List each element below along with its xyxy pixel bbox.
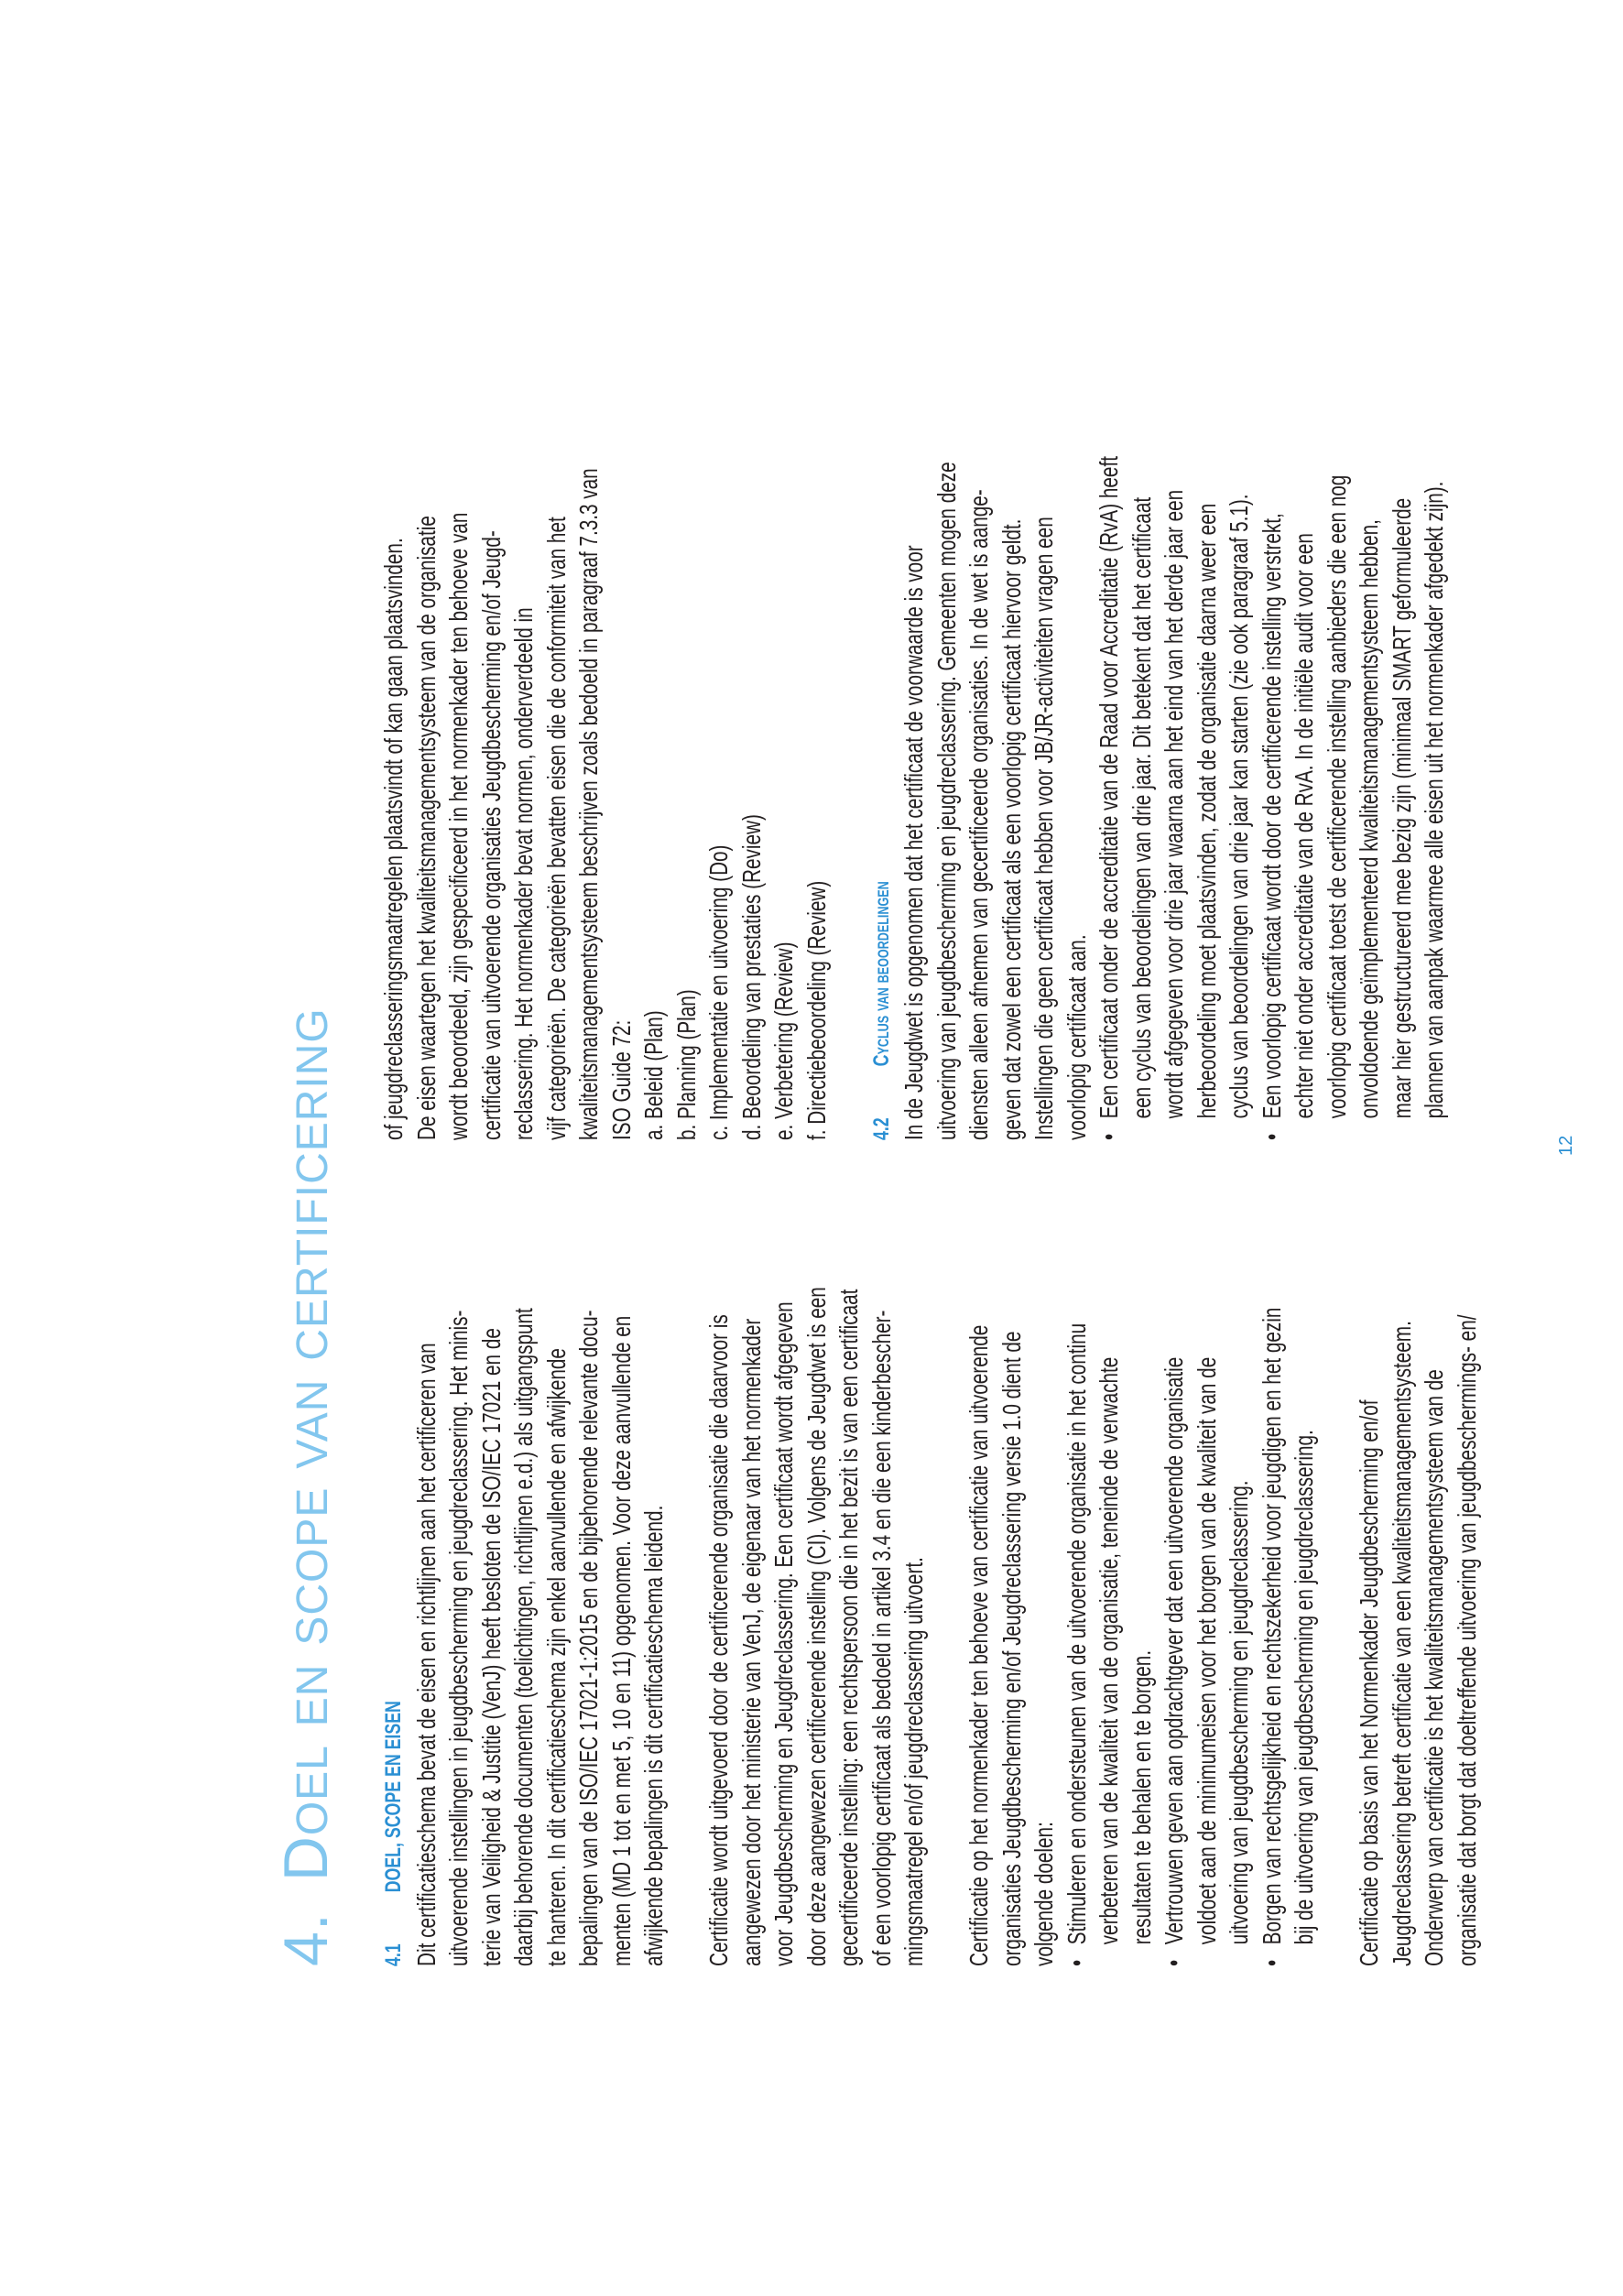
- paragraph-line: gecertificeerde instelling: een rechtspersoon die in het bezit is van een certificaat: [834, 1289, 863, 1966]
- blank-line: [931, 1153, 964, 1966]
- paragraph-line: of jeugdreclasseringsmaatregelen plaatsvindt of kan gaan plaatsvinden.: [379, 538, 408, 1140]
- paragraph-line: aangewezen door het ministerie van VenJ, de eigenaar van het normenkader: [736, 1318, 766, 1966]
- paragraph-line: d. Beoordeling van prestaties (Review): [736, 814, 766, 1140]
- paragraph-line: reclassering. Het normenkader bevat normen, onderverdeeld in: [509, 607, 538, 1140]
- paragraph-line: voor Jeugdbescherming en Jeugdreclassering. Een certificaat wordt afgegeven: [769, 1301, 798, 1966]
- paragraph-line: voorlopig certificaat aan.: [1062, 934, 1091, 1140]
- bullet-item: [1093, 327, 1126, 1140]
- paragraph-line: diensten alleen afnemen van gecertificeerde organisaties. In de wet is aange-: [964, 489, 993, 1140]
- paragraph-line: Jeugdreclassering betreft certificatie van een kwaliteitsmanagementsysteem.: [1387, 1321, 1416, 1966]
- paragraph-line: Certificatie wordt uitgevoerd door de certificerende organisatie die daarvoor is: [704, 1314, 733, 1966]
- paragraph-line: daarbij behorende documenten (toelichtingen, richtlijnen e.d.) als uitgangspunt: [509, 1308, 538, 1966]
- bullet-item-line: verbeteren van de kwaliteit van de organisatie, teneinde de verwachte: [1095, 1356, 1123, 1945]
- section-number: 4.2: [868, 1117, 894, 1140]
- paragraph-line: certificatie van uitvoerende organisaties Jeugdbescherming en/of Jeugd-: [476, 530, 506, 1140]
- bullet-icon: •: [1257, 1133, 1286, 1140]
- bullet-item-line: cyclus van beoordelingen van drie jaar kan starten (zie ook paragraaf 5.1).: [1225, 494, 1253, 1119]
- left-column: [377, 1153, 1483, 1966]
- paragraph-line: kwaliteitsmanagementsysteem beschrijven zoals bedoeld in paragraaf 7.3.3 van: [574, 468, 603, 1140]
- paragraph-line: organisatie dat borgt dat doeltreffende uitvoering van jeugdbeschermings- en/: [1452, 1314, 1481, 1966]
- section-title: Cyclus van beoordelingen: [868, 881, 894, 1067]
- bullet-icon: •: [1257, 1959, 1286, 1966]
- paragraph-line: Certificatie op het normenkader ten behoeve van certificatie van uitvoerende: [964, 1324, 993, 1966]
- paragraph-line: De eisen waartegen het kwaliteitsmanagementsysteem van de organisatie: [411, 516, 441, 1140]
- bullet-item-line: Borgen van rechtsgelijkheid en rechtszekerheid voor jeugdigen en het gezin: [1257, 1307, 1286, 1945]
- chapter-number: 4.: [271, 1912, 341, 1966]
- bullet-item-line: uitvoering van jeugdbescherming en jeugdreclassering.: [1225, 1480, 1253, 1945]
- bullet-icon: •: [1160, 1959, 1188, 1966]
- paragraph-line: organisaties Jeugdbescherming en/of Jeugdreclassering versie 1.0 dient de: [997, 1331, 1026, 1966]
- paragraph-line: ISO Guide 72:: [606, 1019, 636, 1140]
- paragraph-line: of een voorlopig certificaat als bedoeld in artikel 3.4 en die een kinderbescher-: [866, 1310, 896, 1966]
- bullet-item-line: plannen van aanpak waarmee alle eisen uit het normenkader afgedekt zijn).: [1420, 481, 1448, 1119]
- paragraph-line: geven dat zowel een certificaat als een voorlopig certificaat hiervoor geldt.: [997, 518, 1026, 1140]
- blank-line: [670, 1153, 703, 1966]
- paragraph-line: volgende doelen:: [1029, 1822, 1058, 1966]
- paragraph-line: Dit certificatieschema bevat de eisen en richtlijnen aan het certificeren van: [411, 1343, 441, 1966]
- bullet-item-line: bij de uitvoering van jeugdbescherming en jeugdreclassering.: [1290, 1430, 1318, 1945]
- bullet-item: [1256, 1153, 1289, 1966]
- right-column: [377, 327, 1451, 1140]
- paragraph-line: terie van Veiligheid & Justitie (VenJ) heeft besloten de ISO/IEC 17021 en de: [476, 1328, 506, 1966]
- section-heading: [866, 327, 899, 1140]
- paragraph-line: e. Verbetering (Review): [769, 941, 798, 1140]
- bullet-item-line: voorlopig certificaat toetst de certificerende instelling aanbieders die een nog: [1322, 474, 1351, 1119]
- bullet-item-line: herbeoordeling moet plaatsvinden, zodat de organisatie daarna weer een: [1192, 503, 1221, 1119]
- paragraph-line: f. Directiebeoordeling (Review): [801, 880, 831, 1140]
- section-title: DOEL, SCOPE EN EISEN: [381, 1701, 406, 1893]
- blank-line: [833, 327, 866, 1140]
- bullet-item-line: wordt afgegeven voor drie jaar waarna aan het eind van het derde jaar een: [1160, 489, 1188, 1119]
- bullet-item: [1256, 327, 1289, 1140]
- paragraph-line: menten (MD 1 tot en met 5, 10 en 11) opgenomen. Voor deze aanvullende en: [606, 1315, 636, 1966]
- bullet-item-line: Stimuleren en ondersteunen van de uitvoerende organisatie in het continu: [1062, 1322, 1091, 1945]
- paragraph-line: a. Beleid (Plan): [639, 1010, 668, 1140]
- bullet-item: [1061, 1153, 1094, 1966]
- paragraph-line: Instellingen die geen certificaat hebben voor JB/JR-activiteiten vragen een: [1029, 517, 1058, 1140]
- paragraph-line: door deze aangewezen certificerende instelling (CI). Volgens de Jeugdwet is een: [801, 1287, 831, 1966]
- paragraph-line: bepalingen van de ISO/IEC 17021-1:2015 en de bijbehorende relevante docu-: [574, 1310, 603, 1966]
- paragraph-line: uitvoering van jeugdbescherming en jeugdreclassering. Gemeenten mogen deze: [931, 462, 961, 1140]
- section-number: 4.1: [381, 1943, 406, 1966]
- paragraph-line: Certificatie op basis van het Normenkader Jeugdbescherming en/of: [1355, 1399, 1383, 1966]
- bullet-item-line: Een voorlopig certificaat wordt door de certificerende instelling verstrekt,: [1257, 513, 1286, 1119]
- bullet-item-line: resultaten te behalen en te borgen.: [1127, 1649, 1156, 1945]
- bullet-item-line: Een certificaat onder de accreditatie van de Raad voor Accreditatie (RvA) heeft: [1095, 456, 1123, 1119]
- paragraph-line: te hanteren. In dit certificatieschema zijn enkel aanvullende en afwijkende: [541, 1348, 571, 1966]
- bullet-item-line: Vertrouwen geven aan opdrachtgever dat een uitvoerende organisatie: [1160, 1356, 1188, 1945]
- bullet-icon: •: [1095, 1133, 1123, 1140]
- bullet-item-line: maar hier gestructureerd mee bezig zijn (minimaal SMART geformuleerde: [1387, 497, 1416, 1119]
- paragraph-line: wordt beoordeeld, zijn gespecificeerd in het normenkader ten behoeve van: [444, 512, 473, 1140]
- paragraph-line: vijf categorieën. De categorieën bevatten eisen die de conformiteit van het: [541, 517, 571, 1140]
- paragraph-line: uitvoerende instellingen in jeugdbescherming en jeugdreclassering. Het minis-: [444, 1310, 473, 1966]
- paragraph-line: mingsmaatregel en/of jeugdreclassering uitvoert.: [899, 1557, 928, 1966]
- paragraph-line: c. Implementatie en uitvoering (Do): [704, 844, 733, 1140]
- bullet-item-line: echter niet onder accreditatie van de RvA. In de initiële audit voor een: [1290, 533, 1318, 1119]
- paragraph-line: b. Planning (Plan): [671, 989, 701, 1140]
- chapter-title: [271, 1007, 341, 1966]
- paragraph-line: In de Jeugdwet is opgenomen dat het certificaat de voorwaarde is voor: [899, 545, 928, 1140]
- bullet-item-line: voldoet aan de minimumeisen voor het borgen van de kwaliteit van de: [1192, 1356, 1221, 1945]
- paragraph-line: afwijkende bepalingen is dit certificatieschema leidend.: [639, 1505, 668, 1966]
- bullet-icon: •: [1062, 1959, 1091, 1966]
- bullet-item-line: onvoldoende geïmplementeerd kwaliteitsmanagementsysteem hebben,: [1355, 519, 1383, 1119]
- bullet-item: [1158, 1153, 1191, 1966]
- page-number: 12: [1556, 1135, 1576, 1156]
- bullet-item-line: een cyclus van beoordelingen van drie jaar. Dit betekent dat het certificaat: [1127, 496, 1156, 1119]
- section-heading: [377, 1153, 410, 1966]
- blank-line: [1321, 1153, 1354, 1966]
- chapter-title-text: Doel en scope van certificering: [271, 1007, 341, 1882]
- paragraph-line: Onderwerp van certificatie is het kwaliteitsmanagementsysteem van de: [1420, 1369, 1448, 1966]
